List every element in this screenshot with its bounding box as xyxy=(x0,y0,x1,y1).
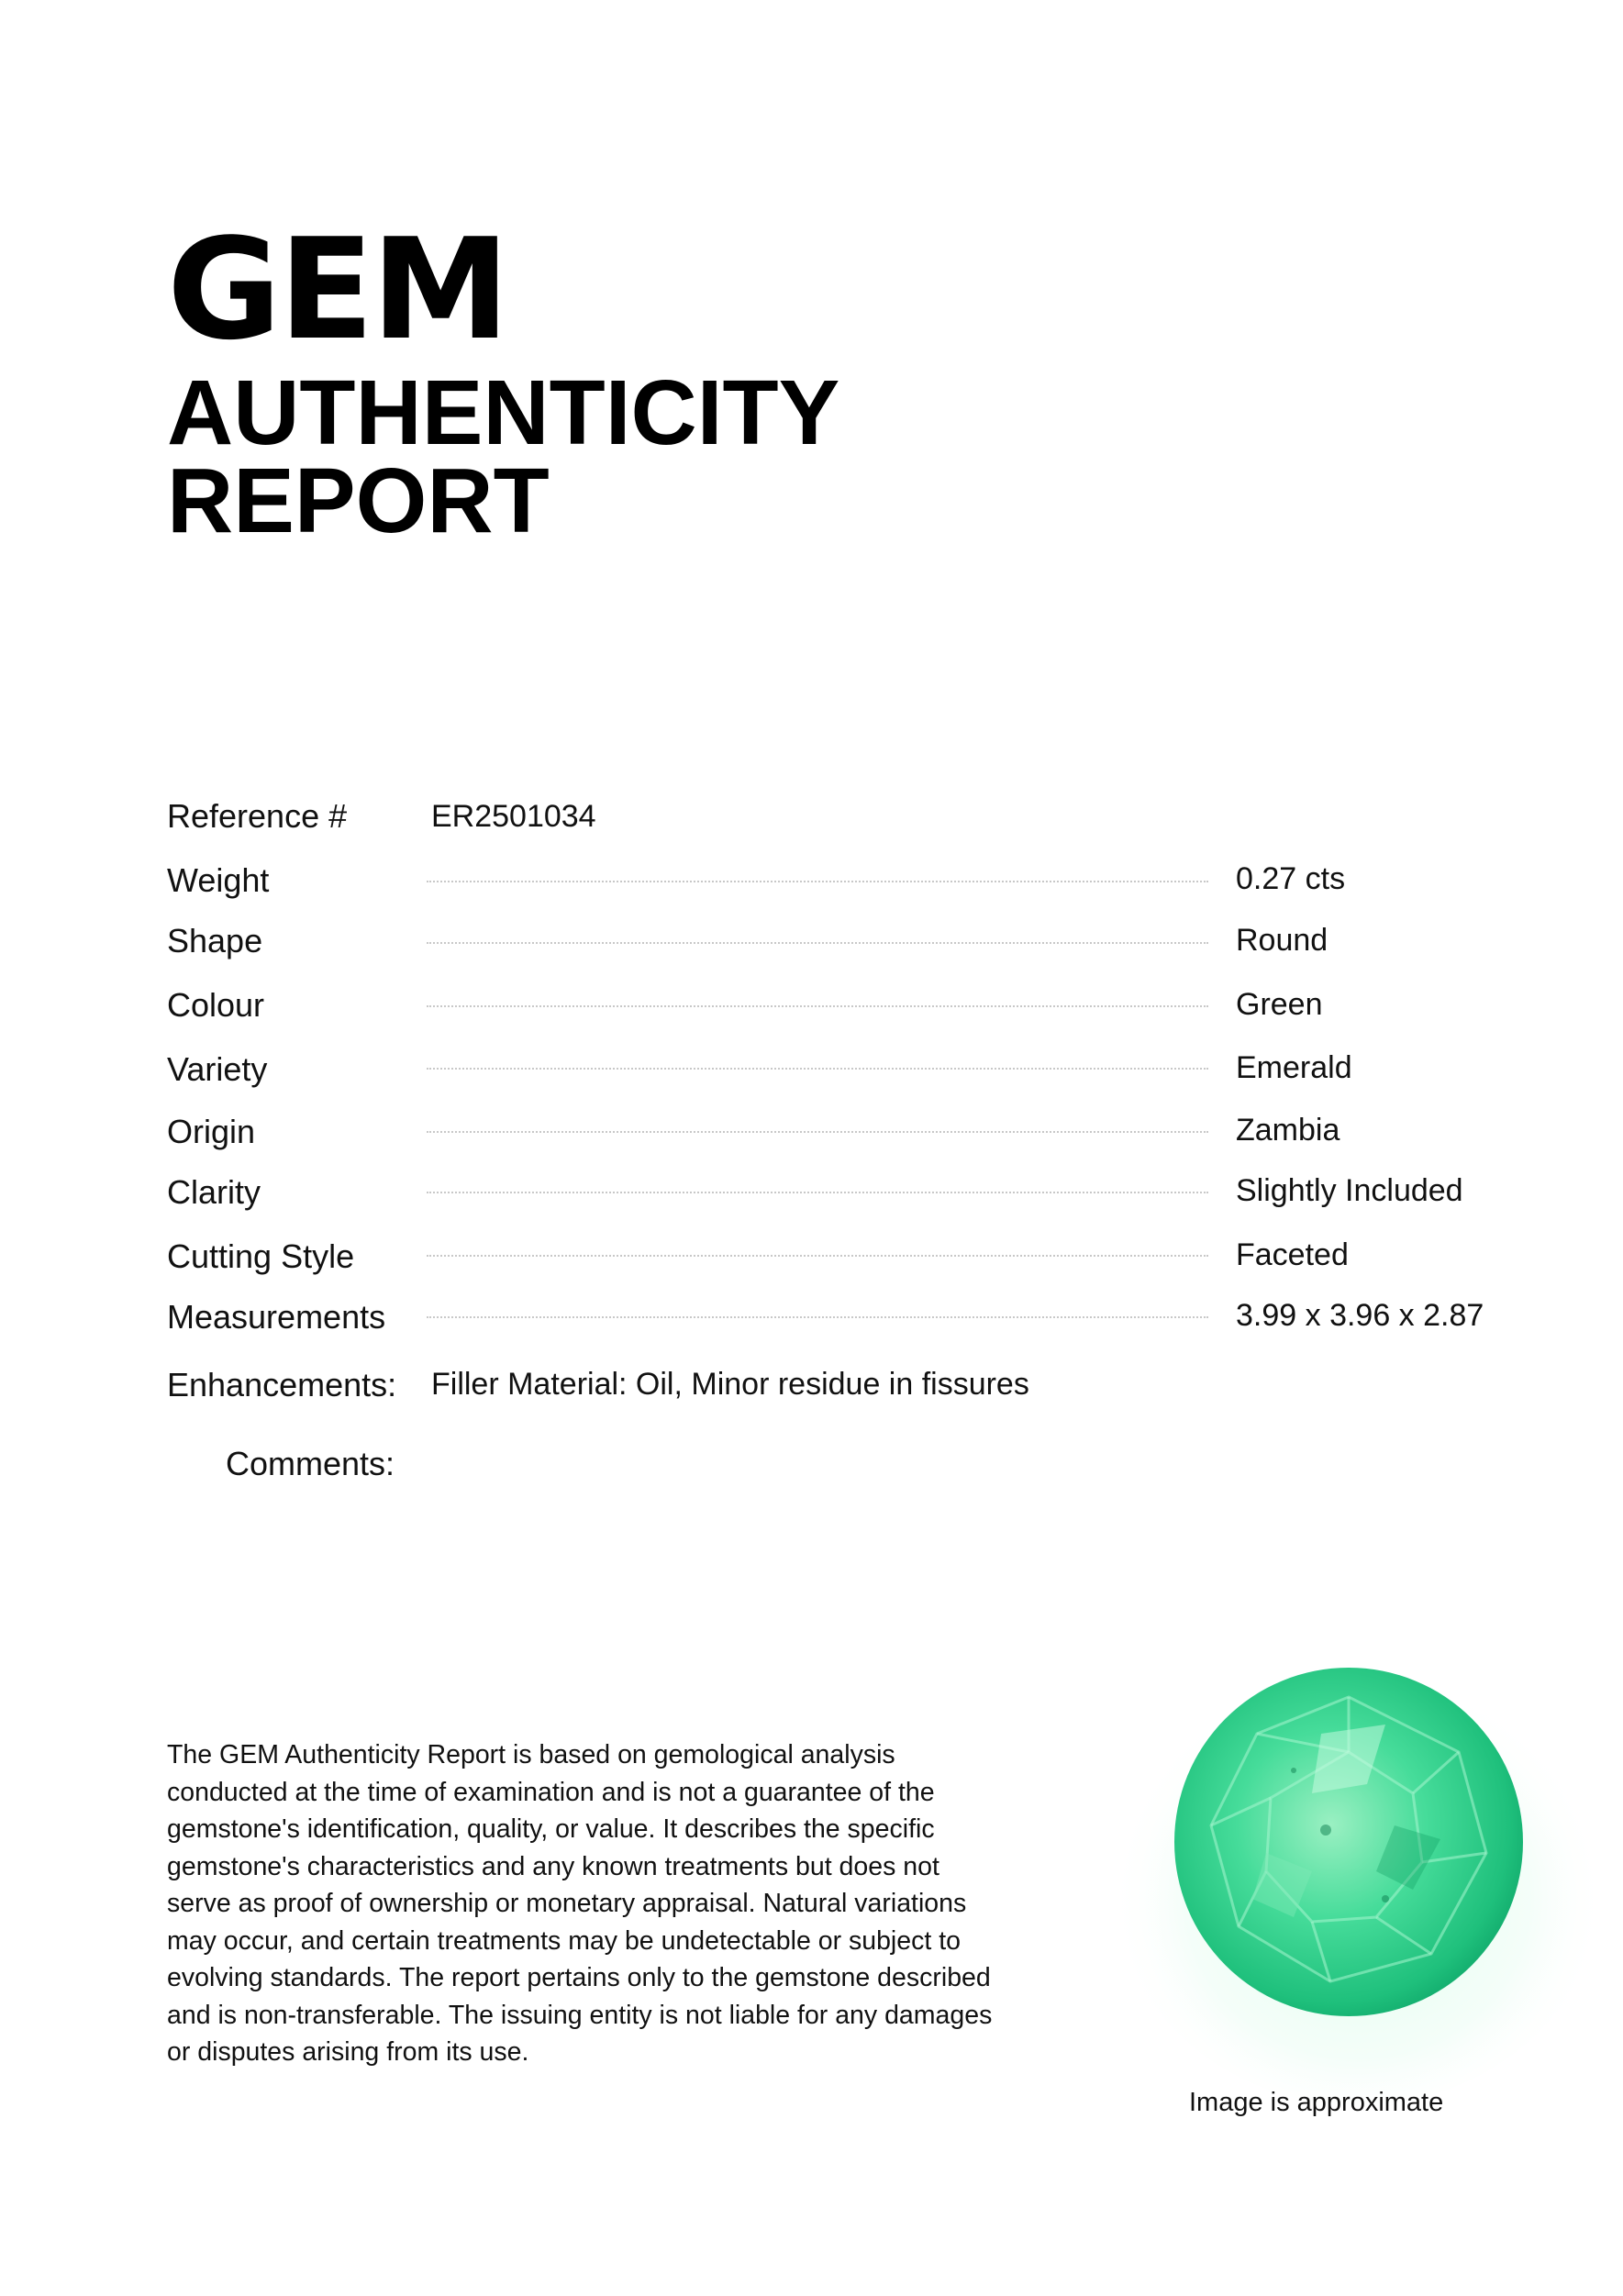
comments-label: Comments: xyxy=(226,1445,395,1482)
detail-label: Measurements xyxy=(167,1298,386,1336)
detail-value: Slightly Included xyxy=(1236,1173,1463,1208)
reference-value: ER2501034 xyxy=(431,799,596,834)
reference-label: Reference # xyxy=(167,797,348,835)
dotted-leader xyxy=(427,1192,1208,1193)
dotted-leader xyxy=(427,1068,1208,1070)
detail-value: Faceted xyxy=(1236,1237,1349,1272)
detail-label: Colour xyxy=(167,986,265,1024)
detail-value: 3.99 x 3.96 x 2.87 xyxy=(1236,1298,1484,1333)
report-brand-title: GEM xyxy=(167,208,507,371)
detail-value: Round xyxy=(1236,923,1328,958)
detail-label: Shape xyxy=(167,922,263,959)
detail-value: 0.27 cts xyxy=(1236,861,1346,896)
detail-label: Cutting Style xyxy=(167,1237,355,1275)
detail-value: Zambia xyxy=(1236,1113,1340,1148)
disclaimer-text: The GEM Authenticity Report is based on gemological analysis conducted at the time of examination and is not a guarantee of the gemstone's identification, quality, or value. It describes the specific gemstone's characteristics and any known treatments but does not serve as proof of ownership or monetary appraisal. Natural variations may occur, and certain treatments may be undetectable or subject to evolving standards. The report pertains only to the gemstone described and is non-transferable. The issuing entity is not liable for any damages or disputes arising from its use. xyxy=(167,1740,993,2067)
dotted-leader xyxy=(427,1131,1208,1133)
enhancements-value: Filler Material: Oil, Minor residue in fissures xyxy=(431,1367,1029,1402)
dotted-leader xyxy=(427,1005,1208,1007)
detail-label: Weight xyxy=(167,861,270,899)
detail-label: Clarity xyxy=(167,1173,261,1211)
image-caption: Image is approximate xyxy=(1189,2088,1444,2117)
detail-label: Origin xyxy=(167,1113,256,1150)
report-subtitle xyxy=(167,361,840,552)
dotted-leader xyxy=(427,942,1208,944)
emerald-gem-image xyxy=(1092,1596,1615,2119)
dotted-leader xyxy=(427,1316,1208,1318)
detail-value: Green xyxy=(1236,987,1323,1022)
enhancements-label: Enhancements: xyxy=(167,1366,397,1403)
report-subtitle-line-2: REPORT xyxy=(167,449,550,552)
report-subtitle-line-1: AUTHENTICITY xyxy=(167,361,840,464)
dotted-leader xyxy=(427,881,1208,882)
dotted-leader xyxy=(427,1255,1208,1257)
detail-value: Emerald xyxy=(1236,1050,1352,1085)
detail-label: Variety xyxy=(167,1050,268,1088)
